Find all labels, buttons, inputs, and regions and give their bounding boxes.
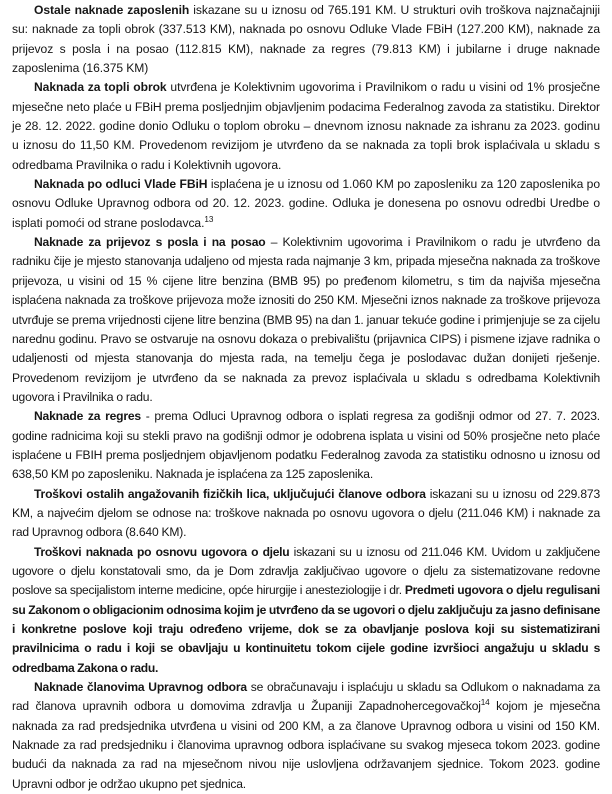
paragraph-lead-in: Naknada po odluci Vlade FBiH bbox=[34, 177, 208, 192]
paragraph-lead-in: Ostale naknade zaposlenih bbox=[34, 3, 190, 17]
paragraph-lead-in: Naknade za regres bbox=[34, 409, 141, 424]
paragraph-body: iskazani su u iznosu od 229.873 KM, a najvećim djelom se odnose na: troškove naknada po osnovu ugovora o djelu (211.046 KM) i naknade za rad Upravnog odbora (8.640 KM). bbox=[12, 486, 600, 540]
paragraph-other-engaged-persons-costs bbox=[12, 485, 600, 543]
paragraph-body: - prema Odluci Upravnog odbora o isplati regresa za godišnji odmor od 27. 7. 2023. godine radnicima koji su stekli pravo na godišnji odmor je odobrena isplata u visini od 50% prosječne neto plaće isplaćene u FBIH prema posljednjem objavljenom podatku Federalnog zavoda za statistiku odnosno u iznosu od 638,50 KM po zaposleniku. Naknada je isplaćena za 125 zaposlenika. bbox=[12, 409, 600, 482]
paragraph-lead-in: Naknada za topli obrok bbox=[34, 80, 167, 95]
paragraph-board-member-allowances bbox=[12, 678, 600, 794]
paragraph-lead-in: Troškovi naknada po osnovu ugovora o djelu bbox=[34, 544, 290, 559]
paragraph-vacation-bonus bbox=[12, 407, 600, 484]
paragraph-body: se obračunavaju i isplaćuju u skladu sa Odlukom o naknadama za rad članova upravnih odbora u domovima zdravlja u Županiji Zapadnohercegovačkoj bbox=[12, 680, 600, 714]
footnote-marker-14[interactable]: 14 bbox=[480, 698, 490, 708]
paragraph-hot-meal-allowance bbox=[12, 78, 600, 175]
paragraph-body: iskazane su u iznosu od 765.191 KM. U strukturi ovih troškova najznačajniji su: naknade za topli obrok (337.513 KM), naknada po osnovu Odluke Vlade FBiH (127.200 KM), naknade za prijevoz s posla i na posao (112.815 KM), naknade za regres (79.813 KM) i jubilarne i druge naknade zaposlenima (16.375 KM) bbox=[12, 3, 600, 76]
paragraph-body: utvrđena je Kolektivnim ugovorima i Pravilnikom o radu u visini od 1% prosječne mjesečne neto plaće u FBiH prema posljednjim objavljenim podacima Federalnog zavoda za statistiku. Direktor je 28. 12. 2022. godine donio Odluku o toplom obroku – dnevnom iznosu naknade za ishranu za 2023. godinu u iznosu do 11,50 KM. Provedenom revizijom je utvrđeno da se naknada za topli brok isplaćivala u skladu s odredbama Pravilnika o radu i Kolektivnih ugovora. bbox=[12, 80, 601, 172]
paragraph-service-contract-costs bbox=[12, 543, 600, 678]
paragraph-commute-allowance bbox=[12, 233, 600, 407]
footnote-marker-13[interactable]: 13 bbox=[204, 214, 214, 224]
paragraph-body: iskazani su u iznosu od 211.046 KM. Uvidom u zaključene ugovore o djelu konstatovali smo, da je Dom zdravlja zaključivao ugovore o djelu za sistematizovane redovne poslove sa specijalistom interne medicine, opće hirurgije i anesteziologije i dr. bbox=[12, 544, 600, 598]
paragraph-other-employee-allowances bbox=[12, 1, 600, 78]
paragraph-body-continued: kojom je mjesečna naknada za rad predsjednika utvrđena u visini od 200 KM, a za članove Upravnog odbora u visini od 150 KM. Naknade za rad predsjedniku i članovima upravnog odbora isplaćivane su svakog mjeseca tokom 2023. godine budući da naknada za rad na mjesečnom nivou nije uslovljena održavanjem sjednice. Tokom 2023. godine Upravni odbor je održao ukupno pet sjednica. bbox=[12, 699, 600, 791]
paragraph-lead-in: Naknade za prijevoz s posla i na posao bbox=[34, 235, 266, 250]
paragraph-lead-in: Naknade članovima Upravnog odbora bbox=[34, 680, 247, 695]
paragraph-government-decision-allowance bbox=[12, 175, 600, 233]
paragraph-bold-tail: Predmeti ugovora o djelu regulisani su Zakonom o obligacionim odnosima kojim je utvrđeno da se ugovori o djelu zaključuju za jasno definisane i konkretne poslove koji traju određeno vrijeme, dok se za obavljanje poslova koji su sistematizirani pravilnicima o radu i koji se obavljaju u kontinuitetu tokom cijele godine izvršioci angažuju u skladu s odredbama Zakona o radu. bbox=[12, 583, 600, 675]
paragraph-body: isplaćena je u iznosu od 1.060 KM po zaposleniku za 120 zaposlenika po osnovu Odluke Upravnog odbora od 20. 12. 2023. godine. Odluka je donesena po osnovu odredbi Uredbe o isplati pomoći od strane poslodavca. bbox=[12, 177, 600, 230]
paragraph-lead-in: Troškovi ostalih angažovanih fizičkih lica, uključujući članove odbora bbox=[34, 486, 426, 501]
paragraph-body: – Kolektivnim ugovorima i Pravilnikom o radu je utvrđeno da radniku čije je mjesto stanovanja udaljeno od mjesta rada najmanje 3 km, pripada mjesečna naknada za troškove prijevoza, u visini od 15 % cijene litre benzina (BMB 95) po pređenom kilometru, s tim da najviša mjesečna isplaćena naknada za troškove prijevoza može iznositi do 250 KM. Mjesečni iznos naknade za troškove prijevoza utvrđuje se prema vrijednosti cijene litre benzina (BMB 95) na dan 1. januar tekuće godine i primjenjuje se za cijelu narednu godinu. Pravo se ostvaruje na osnovu dokaza o prebivalištu (prijavnica CIPS) i pismene izjave radnika o udaljenosti od mjesta stanovanja do mjesta rada, na temelju čega je poslodavac dužan donijeti rješenje. Provedenom revizijom je utvrđeno da se naknada za prevoz isplaćivala u skladu s odredbama Kolektivnih ugovora i Pravilnika o radu. bbox=[12, 235, 601, 404]
